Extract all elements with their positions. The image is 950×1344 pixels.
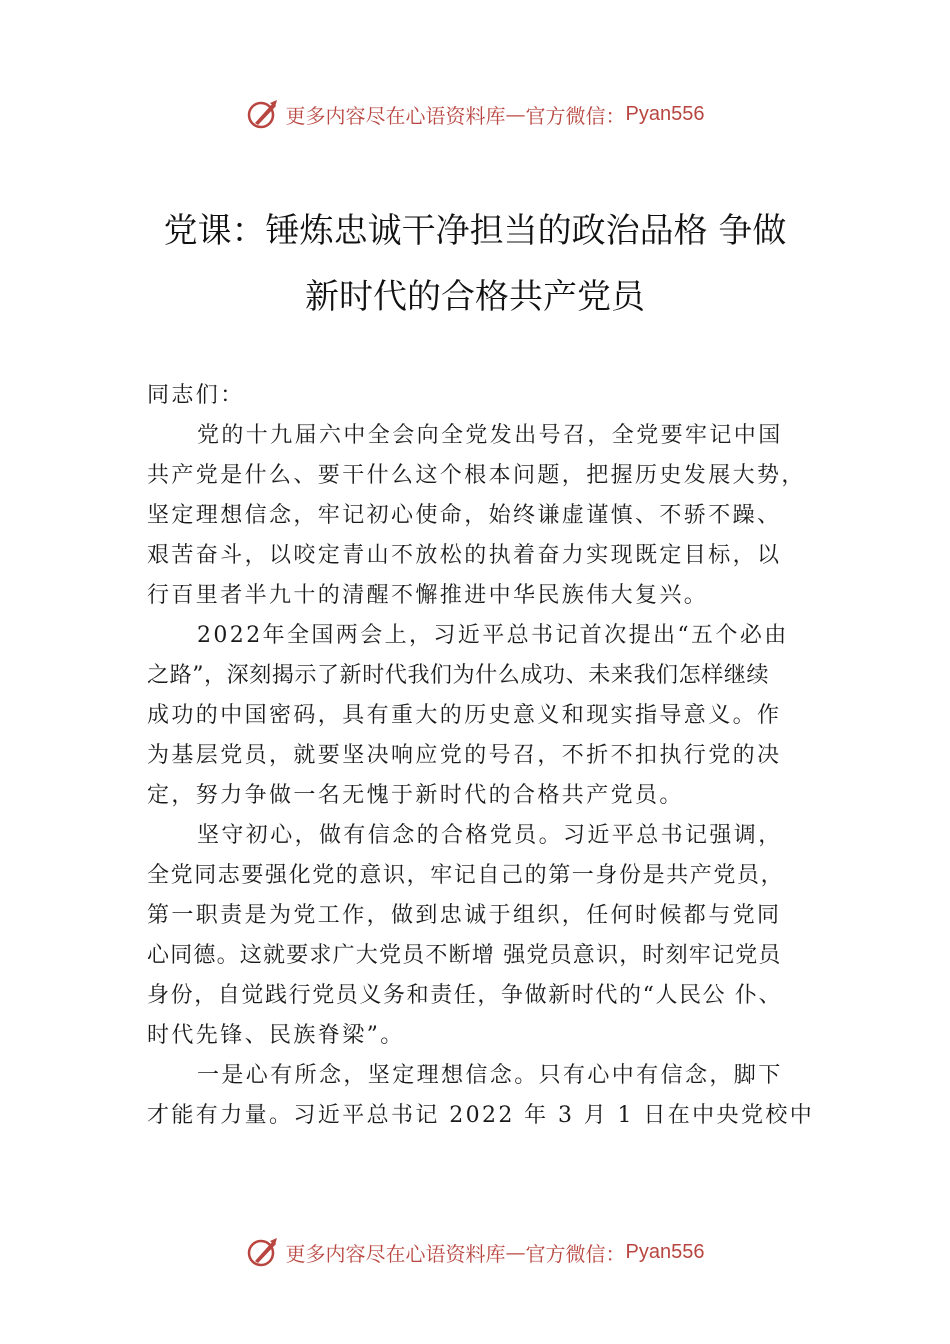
paragraph-line: 党的十九届六中全会向全党发出号召，全党要牢记中国 <box>197 423 783 448</box>
quill-logo-icon <box>246 97 280 131</box>
paragraph-line: 第一职责是为党工作，做到忠诚于组织，任何时候都与党同 <box>147 903 782 928</box>
paragraph-line: 共产党是什么、要干什么这个根本问题，把握历史发展大势， <box>147 463 806 488</box>
paragraph-line: 心同德。这就要求广大党员不断增 强党员意识，时刻牢记党员 <box>147 943 782 968</box>
paragraph-line: 才能有力量。习近平总书记 2022 年 3 月 1 日在中央党校中 <box>147 1103 815 1128</box>
banner-wechat-label: 官方微信： <box>525 103 626 128</box>
paragraph-line: 全党同志要强化党的意识，牢记自己的第一身份是共产党员， <box>147 863 785 888</box>
document-title <box>0 198 950 330</box>
banner-wechat-id: Pyan556 <box>625 102 705 125</box>
header-watermark-banner <box>0 94 950 134</box>
title-line-1: 党课：锤炼忠诚干净担当的政治品格 争做 <box>163 211 787 251</box>
paragraph-line: 坚定理想信念，牢记初心使命，始终谦虚谨慎、不骄不躁、 <box>147 503 782 528</box>
title-line-2: 新时代的合格共产党员 <box>305 277 645 317</box>
banner-separator: — <box>505 102 526 126</box>
paragraph-line: 艰苦奋斗，以咬定青山不放松的执着奋力实现既定目标，以 <box>147 543 782 568</box>
banner-brand-text: 更多内容尽在心语资料库 <box>285 1241 506 1266</box>
banner-wechat-id: Pyan556 <box>625 1240 705 1263</box>
footer-watermark-banner <box>0 1232 950 1272</box>
banner-wechat-label: 官方微信： <box>525 1241 626 1266</box>
paragraph-line: 坚守初心，做有信念的合格党员。习近平总书记强调， <box>197 823 783 848</box>
banner-separator: — <box>505 1240 526 1264</box>
paragraph-line: 身份，自觉践行党员义务和责任，争做新时代的“人民公 仆、 <box>147 983 783 1008</box>
paragraph-line: 一是心有所念，坚定理想信念。只有心中有信念，脚下 <box>197 1063 783 1088</box>
document-body <box>147 376 827 1136</box>
paragraph-line: 行百里者半九十的清醒不懈推进中华民族伟大复兴。 <box>147 583 709 608</box>
paragraph-line: 2022年全国两会上，习近平总书记首次提出“五个必由 <box>197 623 789 648</box>
paragraph-line: 之路”，深刻揭示了新时代我们为什么成功、未来我们怎样继续 <box>147 663 770 688</box>
banner-brand-text: 更多内容尽在心语资料库 <box>285 103 506 128</box>
quill-logo-icon <box>246 1235 280 1269</box>
salutation: 同志们： <box>147 383 245 408</box>
paragraph-line: 成功的中国密码，具有重大的历史意义和现实指导意义。作 <box>147 703 782 728</box>
paragraph-line: 定，努力争做一名无愧于新时代的合格共产党员。 <box>147 783 684 808</box>
paragraph-line: 为基层党员，就要坚决响应党的号召，不折不扣执行党的决 <box>147 743 782 768</box>
paragraph-line: 时代先锋、民族脊梁”。 <box>147 1023 405 1048</box>
